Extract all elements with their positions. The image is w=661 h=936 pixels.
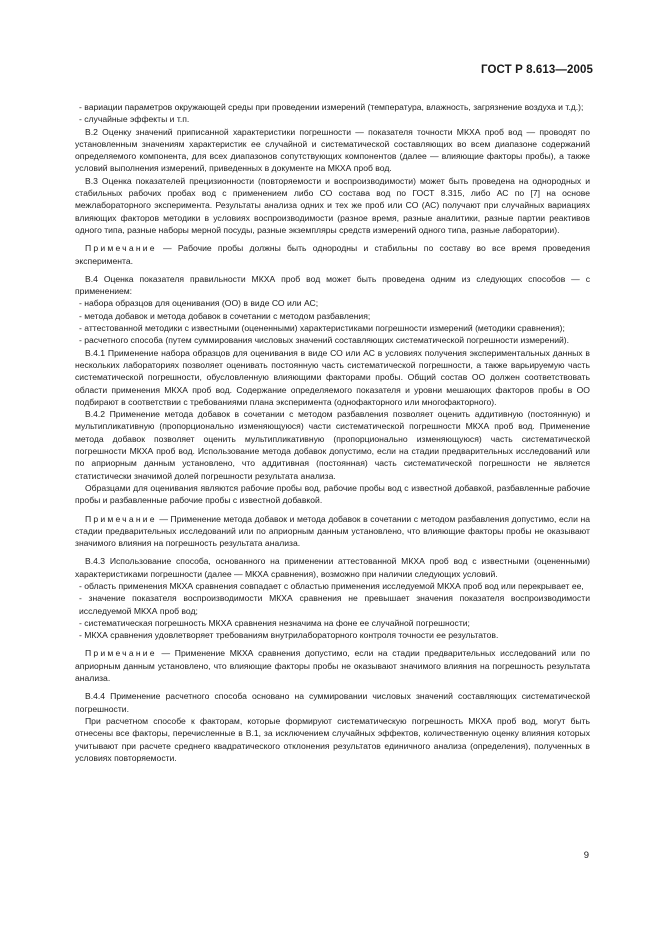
section-b44-paragraph: В.4.4 Применение расчетного способа основано на суммировании числовых значений составляющих систематической погрешности.: [75, 691, 590, 714]
section-b42-paragraph: В.4.2 Применение метода добавок в сочетании с методом разбавления позволяет оценить аддитивную (постоянную) и мультипликативную (пропорционально изменяющуюся) части систематической погрешности МКХА проб вод. Применение метода добавок позволяет оценить мультипликативную (пропорционально изменяющуюся) часть систематической погрешности МКХА проб вод. Использование метода добавок допустимо, если на стадии предварительных исследований или по априорным данным установлено, что аддитивная (постоянная) часть систематической погрешности не является статистически значимой долей погрешности результата анализа.: [75, 409, 590, 481]
note-text: — Рабочие пробы должны быть однородны и стабильны по составу во все время проведения эксперимента.: [75, 243, 591, 266]
list-item: - набора образцов для оценивания (ОО) в виде СО или АС;: [79, 298, 319, 309]
note-label: Примечание: [85, 648, 157, 659]
note-1: [75, 242, 590, 267]
note-3: [75, 647, 590, 684]
list-item: - область применения МКХА сравнения совпадает с областью применения исследуемой МКХА проб вод или перекрывает ее,: [79, 580, 584, 591]
note-2: [75, 513, 590, 550]
list-item: - систематическая погрешность МКХА сравнения незначима на фоне ее случайной погрешности;: [79, 617, 470, 628]
list-item: - случайные эффекты и т.п.: [79, 114, 190, 125]
document-body: [75, 101, 590, 764]
section-b2-paragraph: В.2 Оценку значений приписанной характеристики погрешности — показателя точности МКХА проб вод — проводят по установленным значениям характеристик ее случайной и систематической составляющих во всем диапазоне содержаний определяемого компонента, для всех диапазонов сопутствующих компонентов (далее — влияющие факторы пробы), а также условий выполнения измерений, приведенных в документе на МКХА проб вод.: [75, 126, 590, 174]
section-b3-paragraph: В.3 Оценка показателей прецизионности (повторяемости и воспроизводимости) может быть проведена на однородных и стабильных рабочих пробах вод с применением либо СО состава вод по ГОСТ 8.315, либо АС по [7] на основе межлабораторного эксперимента. Результаты анализа одних и тех же проб или СО (АС) получают при случайных вариациях влияющих факторов методики в условиях воспроизводимости (разное время, разные аналитики, разные партии реактивов одного типа, разные наборы мерной посуды, разные экземпляры средств измерений одного типа, разные лаборатории).: [75, 175, 590, 235]
list-item: - аттестованной методики с известными (оцененными) характеристиками погрешности измерений (методики сравнения);: [79, 323, 565, 334]
note-label: Примечание: [85, 513, 157, 524]
note-text: — Применение МКХА сравнения допустимо, если на стадии предварительных исследований или по априорным данным установлено, что влияющие факторы пробы не оказывают значимого влияния на погрешность результата анализа.: [75, 648, 590, 684]
list-item: - вариации параметров окружающей среды при проведении измерений (температура, влажность, загрязнение воздуха и т.д.);: [79, 102, 584, 112]
standard-number-header: ГОСТ Р 8.613—2005: [481, 64, 593, 76]
samples-paragraph: Образцами для оценивания являются рабочие пробы вод, рабочие пробы вод с известной добавкой, разбавленные рабочие пробы и разбавленные рабочие пробы с известной добавкой.: [75, 482, 590, 506]
list-item: - расчетного способа (путем суммирования числовых значений составляющих систематической погрешности измерений).: [79, 335, 570, 346]
list-item: - метода добавок и метода добавок в сочетании с методом разбавления;: [79, 310, 371, 321]
calculation-paragraph: При расчетном способе к факторам, которые формируют систематическую погрешность МКХА проб вод, могут быть отнесены все факторы, перечисленные в В.1, за исключением случайных эффектов, количественную оценку влияния которых учитывают при расчете среднего квадратического отклонения результатов единичного анализа (определения), полученных в условиях повторяемости.: [75, 715, 590, 763]
list-item: - значение показателя воспроизводимости МКХА сравнения не превышает значения показателя воспроизводимости исследуемой МКХА проб вод;: [79, 593, 590, 616]
note-text: — Применение метода добавок и метода добавок в сочетании с методом разбавления допустимо, если на стадии предварительных исследований или по априорным данным установлено, что влияющие факторы пробы не оказывают значимого влияния на погрешность результата анализа.: [75, 513, 590, 549]
page-number: 9: [583, 850, 589, 861]
section-b43-paragraph: В.4.3 Использование способа, основанного на применении аттестованной МКХА проб вод с известными (оцененными) характеристиками погрешности (далее — МКХА сравнения), возможно при наличии следующих условий.: [75, 556, 590, 579]
list-item: - МКХА сравнения удовлетворяет требованиям внутрилабораторного контроля точности ее результатов.: [79, 630, 499, 641]
section-b41-paragraph: В.4.1 Применение набора образцов для оценивания в виде СО или АС в условиях получения экспериментальных данных в нескольких лабораториях позволяет оценивать постоянную часть систематической погрешности, а также варьируемую часть систематической погрешности, обусловленную влияющими факторами пробы. Общий состав ОО должен соответствовать области применения МКХА проб вод. Содержание определяемого показателя и уровни мешающих факторов пробы в ОО подбирают в соответствии с требованиями плана эксперимента (однофакторного или многофакторного).: [75, 347, 590, 407]
section-b4-paragraph: В.4 Оценка показателя правильности МКХА проб вод может быть проведена одним из следующих способов — с применением:: [75, 273, 590, 297]
note-label: Примечание: [85, 243, 157, 254]
